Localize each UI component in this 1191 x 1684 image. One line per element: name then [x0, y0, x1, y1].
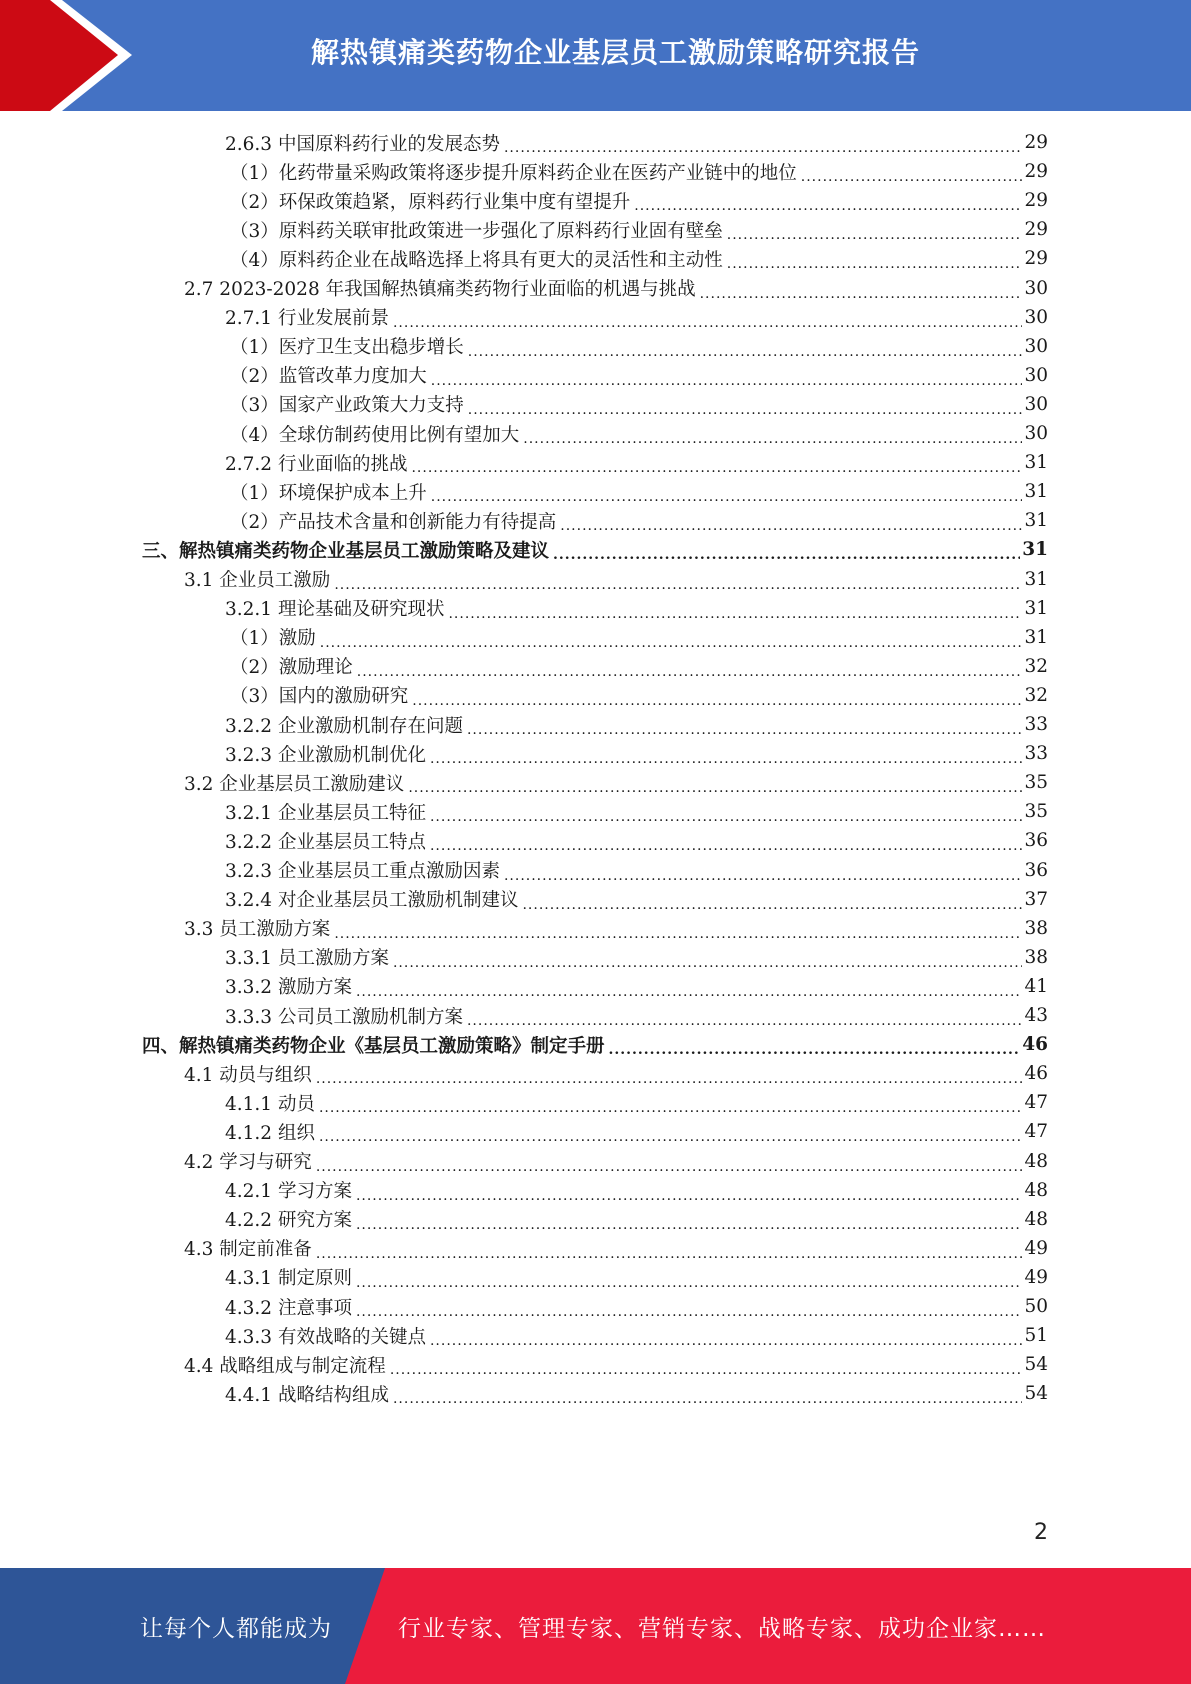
toc-entry[interactable] [230, 389, 1048, 420]
toc-entry-title: 4.3.1 制定原则 [225, 1268, 352, 1290]
toc-dot-leader [560, 516, 1022, 536]
toc-entry[interactable] [225, 855, 1048, 886]
toc-entry[interactable] [225, 1291, 1048, 1322]
footer-slogan-right: 行业专家、管理专家、营销专家、战略专家、成功企业家…… [398, 1615, 1046, 1642]
toc-entry[interactable] [225, 1262, 1048, 1293]
toc-entry[interactable] [184, 913, 1048, 944]
toc-entry-page: 30 [1024, 306, 1048, 328]
toc-entry-title: （3）国内的激励研究 [230, 686, 409, 708]
toc-dot-leader [356, 1215, 1023, 1235]
report-title: 解热镇痛类药物企业基层员工激励策略研究报告 [310, 35, 920, 69]
header-arrow-graphic [0, 0, 160, 111]
toc-dot-leader [393, 313, 1022, 333]
toc-entry[interactable] [225, 942, 1048, 973]
page-header [0, 0, 1191, 111]
toc-entry-title: （1）环境保护成本上升 [230, 482, 427, 504]
toc-entry[interactable] [225, 302, 1048, 333]
toc-entry-title: 4.1.2 组织 [225, 1122, 315, 1144]
toc-entry-page: 50 [1024, 1296, 1048, 1317]
toc-dot-leader [356, 982, 1023, 1002]
toc-entry-title: （3）原料药关联审批政策进一步强化了原料药行业固有壁垒 [230, 220, 723, 242]
toc-dot-leader [316, 1157, 1023, 1177]
toc-dot-leader [634, 196, 1022, 216]
toc-entry-page: 31 [1022, 539, 1048, 561]
toc-entry[interactable] [184, 767, 1048, 798]
toc-entry-title: 3.2 企业基层员工激励建议 [184, 773, 405, 795]
toc-dot-leader [431, 371, 1023, 391]
toc-entry-title: 4.2.2 研究方案 [225, 1210, 352, 1232]
toc-entry-title: 2.6.3 中国原料药行业的发展态势 [225, 133, 500, 155]
toc-entry-title: 3.2.3 企业激励机制优化 [225, 744, 426, 766]
footer-slogan-left: 让每个人都能成为 [140, 1615, 332, 1642]
toc-entry-page: 38 [1024, 946, 1048, 968]
toc-entry[interactable] [230, 505, 1048, 536]
toc-entry[interactable] [225, 1175, 1048, 1206]
toc-dot-leader [430, 807, 1022, 827]
toc-entry-title: 2.7.1 行业发展前景 [225, 308, 389, 330]
toc-entry-page: 48 [1024, 1150, 1048, 1172]
toc-entry-page: 29 [1024, 190, 1048, 212]
toc-entry-title: （2）环保政策趋紧，原料药行业集中度有望提升 [230, 191, 631, 213]
toc-dot-leader [408, 778, 1022, 798]
toc-entry-page: 30 [1024, 393, 1048, 415]
toc-entry-page: 48 [1024, 1179, 1048, 1201]
toc-entry-title: 2.7 2023-2028 年我国解热镇痛类药物行业面临的机遇与挑战 [184, 279, 696, 300]
toc-entry-title: （2）监管改革力度加大 [230, 366, 427, 388]
toc-entry-title: （2）产品技术含量和创新能力有待提高 [230, 511, 557, 533]
toc-dot-leader [319, 1098, 1023, 1118]
toc-entry-page: 32 [1024, 684, 1048, 706]
toc-dot-leader [356, 1302, 1023, 1322]
toc-entry-page: 47 [1024, 1092, 1048, 1114]
toc-entry-page: 49 [1024, 1266, 1048, 1288]
toc-entry[interactable] [230, 331, 1048, 362]
toc-dot-leader [430, 836, 1022, 856]
toc-dot-leader [700, 284, 1023, 304]
toc-entry-page: 46 [1022, 1034, 1048, 1056]
toc-dot-leader [801, 167, 1023, 187]
toc-dot-leader [467, 1011, 1022, 1031]
toc-entry[interactable] [230, 185, 1048, 216]
toc-entry-page: 36 [1024, 830, 1048, 852]
toc-entry-title: （2）激励理论 [230, 657, 353, 679]
toc-entry[interactable] [230, 476, 1048, 507]
toc-dot-leader [334, 575, 1022, 595]
toc-entry-title: （4）全球仿制药使用比例有望加大 [230, 424, 520, 446]
toc-entry[interactable] [225, 127, 1048, 158]
toc-entry[interactable] [225, 1320, 1048, 1351]
toc-entry-page: 31 [1024, 626, 1048, 648]
toc-entry[interactable] [230, 243, 1048, 274]
toc-entry-page: 37 [1024, 888, 1048, 910]
toc-dot-leader [357, 662, 1023, 682]
toc-entry[interactable] [230, 156, 1048, 187]
toc-dot-leader [553, 545, 1020, 565]
toc-dot-leader [320, 633, 1023, 653]
toc-entry-page: 32 [1024, 655, 1048, 677]
toc-dot-leader [727, 254, 1023, 274]
toc-entry-title: 4.1.1 动员 [225, 1093, 315, 1115]
toc-entry-title: 4.4.1 战略结构组成 [225, 1384, 389, 1406]
toc-entry-title: （1）激励 [230, 628, 316, 650]
toc-dot-leader [393, 1389, 1022, 1409]
toc-entry-page: 43 [1024, 1005, 1048, 1026]
toc-dot-leader [468, 400, 1023, 420]
toc-entry-title: 4.3.3 有效战略的关键点 [225, 1326, 426, 1348]
toc-entry-title: 3.3 员工激励方案 [184, 919, 331, 941]
toc-entry-title: 3.3.1 员工激励方案 [225, 948, 389, 970]
toc-entry[interactable] [225, 738, 1048, 769]
toc-entry[interactable] [225, 971, 1048, 1002]
toc-dot-leader [356, 1273, 1023, 1293]
toc-entry-title: 3.1 企业员工激励 [184, 570, 331, 591]
toc-dot-leader [727, 225, 1023, 245]
toc-entry-page: 30 [1024, 277, 1048, 299]
toc-dot-leader [467, 720, 1022, 740]
toc-entry[interactable] [225, 709, 1048, 740]
toc-entry[interactable] [230, 360, 1048, 391]
toc-entry[interactable] [225, 447, 1048, 478]
toc-entry[interactable] [225, 1116, 1048, 1147]
toc-dot-leader [504, 138, 1022, 158]
toc-entry[interactable] [184, 1233, 1048, 1264]
toc-entry[interactable] [225, 1378, 1048, 1409]
toc-entry-title: （1）化药带量采购政策将逐步提升原料药企业在医药产业链中的地位 [230, 162, 797, 184]
toc-entry[interactable] [225, 825, 1048, 856]
toc-entry-page: 33 [1024, 714, 1048, 735]
toc-dot-leader [393, 953, 1022, 973]
page-number: 2 [1034, 1520, 1048, 1545]
toc-entry[interactable] [142, 1029, 1048, 1060]
toc-entry-page: 30 [1024, 423, 1048, 444]
toc-entry-title: 3.3.2 激励方案 [225, 977, 352, 999]
toc-entry-page: 48 [1024, 1208, 1048, 1230]
toc-dot-leader [504, 866, 1022, 886]
toc-entry-title: 4.2.1 学习方案 [225, 1181, 352, 1203]
toc-entry-page: 29 [1024, 248, 1048, 270]
toc-entry-title: 4.1 动员与组织 [184, 1064, 312, 1086]
toc-entry[interactable] [225, 1204, 1048, 1235]
toc-entry[interactable] [225, 1087, 1048, 1118]
toc-entry-title: 3.3.3 公司员工激励机制方案 [225, 1006, 463, 1028]
toc-entry[interactable] [225, 884, 1048, 915]
toc-entry-page: 51 [1024, 1325, 1048, 1347]
toc-entry-page: 54 [1024, 1354, 1048, 1376]
toc-entry-title: 3.2.2 企业激励机制存在问题 [225, 715, 463, 737]
toc-entry-page: 49 [1024, 1237, 1048, 1259]
toc-dot-leader [430, 749, 1022, 769]
toc-entry-title: 3.2.2 企业基层员工特点 [225, 831, 426, 853]
toc-entry-title: 4.4 战略组成与制定流程 [184, 1355, 386, 1377]
toc-entry-title: （3）国家产业政策大力支持 [230, 395, 464, 417]
toc-dot-leader [316, 1069, 1023, 1089]
toc-entry[interactable] [225, 593, 1048, 624]
toc-entry-title: 3.2.1 企业基层员工特征 [225, 802, 426, 824]
toc-entry-page: 46 [1024, 1063, 1048, 1085]
toc-entry[interactable] [184, 564, 1048, 595]
toc-entry-title: 4.2 学习与研究 [184, 1152, 312, 1173]
toc-entry-page: 35 [1024, 801, 1048, 823]
toc-entry-page: 31 [1024, 568, 1048, 590]
toc-entry-page: 35 [1024, 772, 1048, 794]
toc-entry-page: 47 [1024, 1121, 1048, 1143]
toc-entry-page: 29 [1024, 219, 1048, 241]
toc-entry-page: 41 [1024, 975, 1048, 997]
toc-dot-leader [430, 1331, 1022, 1351]
toc-entry-page: 31 [1024, 597, 1048, 619]
toc-entry-page: 31 [1024, 510, 1048, 532]
toc-entry[interactable] [184, 1146, 1048, 1177]
toc-dot-leader [523, 429, 1022, 449]
page-footer [0, 1568, 1191, 1684]
toc-dot-leader [411, 458, 1022, 478]
toc-dot-leader [522, 895, 1022, 915]
toc-dot-leader [609, 1040, 1021, 1060]
toc-entry-page: 29 [1024, 132, 1048, 153]
toc-entry[interactable] [225, 1000, 1048, 1031]
toc-entry-title: 4.3.2 注意事项 [225, 1297, 352, 1319]
toc-entry-title: 2.7.2 行业面临的挑战 [225, 453, 408, 475]
toc-entry-page: 30 [1024, 335, 1048, 357]
toc-entry[interactable] [184, 1349, 1048, 1380]
toc-entry-page: 31 [1024, 481, 1048, 503]
toc-entry[interactable] [225, 796, 1048, 827]
toc-entry-page: 36 [1024, 859, 1048, 881]
toc-entry-title: 三、解热镇痛类药物企业基层员工激励策略及建议 [142, 540, 550, 562]
toc-entry-title: 3.2.1 理论基础及研究现状 [225, 599, 445, 621]
toc-dot-leader [468, 342, 1023, 362]
toc-dot-leader [334, 924, 1022, 944]
toc-dot-leader [412, 691, 1022, 711]
toc-entry-page: 54 [1024, 1383, 1048, 1405]
toc-entry-page: 29 [1024, 161, 1048, 183]
toc-entry[interactable] [230, 622, 1048, 653]
toc-entry[interactable] [184, 273, 1048, 304]
toc-entry[interactable] [142, 534, 1048, 565]
toc-entry-title: （1）医疗卫生支出稳步增长 [230, 337, 464, 359]
toc-dot-leader [448, 604, 1022, 624]
toc-dot-leader [390, 1360, 1023, 1380]
toc-entry-page: 30 [1024, 364, 1048, 386]
toc-entry[interactable] [184, 1058, 1048, 1089]
toc-entry-page: 33 [1024, 743, 1048, 765]
toc-dot-leader [431, 487, 1023, 507]
toc-entry-title: 3.2.3 企业基层员工重点激励因素 [225, 861, 500, 882]
toc-entry-title: 四、解热镇痛类药物企业《基层员工激励策略》制定手册 [142, 1035, 605, 1057]
toc-dot-leader [316, 1244, 1023, 1264]
toc-entry-title: （4）原料药企业在战略选择上将具有更大的灵活性和主动性 [230, 249, 723, 271]
toc-entry-title: 4.3 制定前准备 [184, 1239, 312, 1261]
toc-entry[interactable] [230, 418, 1048, 449]
toc-entry-title: 3.2.4 对企业基层员工激励机制建议 [225, 890, 519, 912]
toc-entry[interactable] [230, 214, 1048, 245]
toc-dot-leader [356, 1186, 1023, 1206]
toc-entry[interactable] [230, 680, 1048, 711]
toc-entry[interactable] [230, 651, 1048, 682]
toc-entry-page: 38 [1024, 917, 1048, 939]
toc-entry-page: 31 [1024, 452, 1048, 474]
toc-dot-leader [319, 1127, 1023, 1147]
